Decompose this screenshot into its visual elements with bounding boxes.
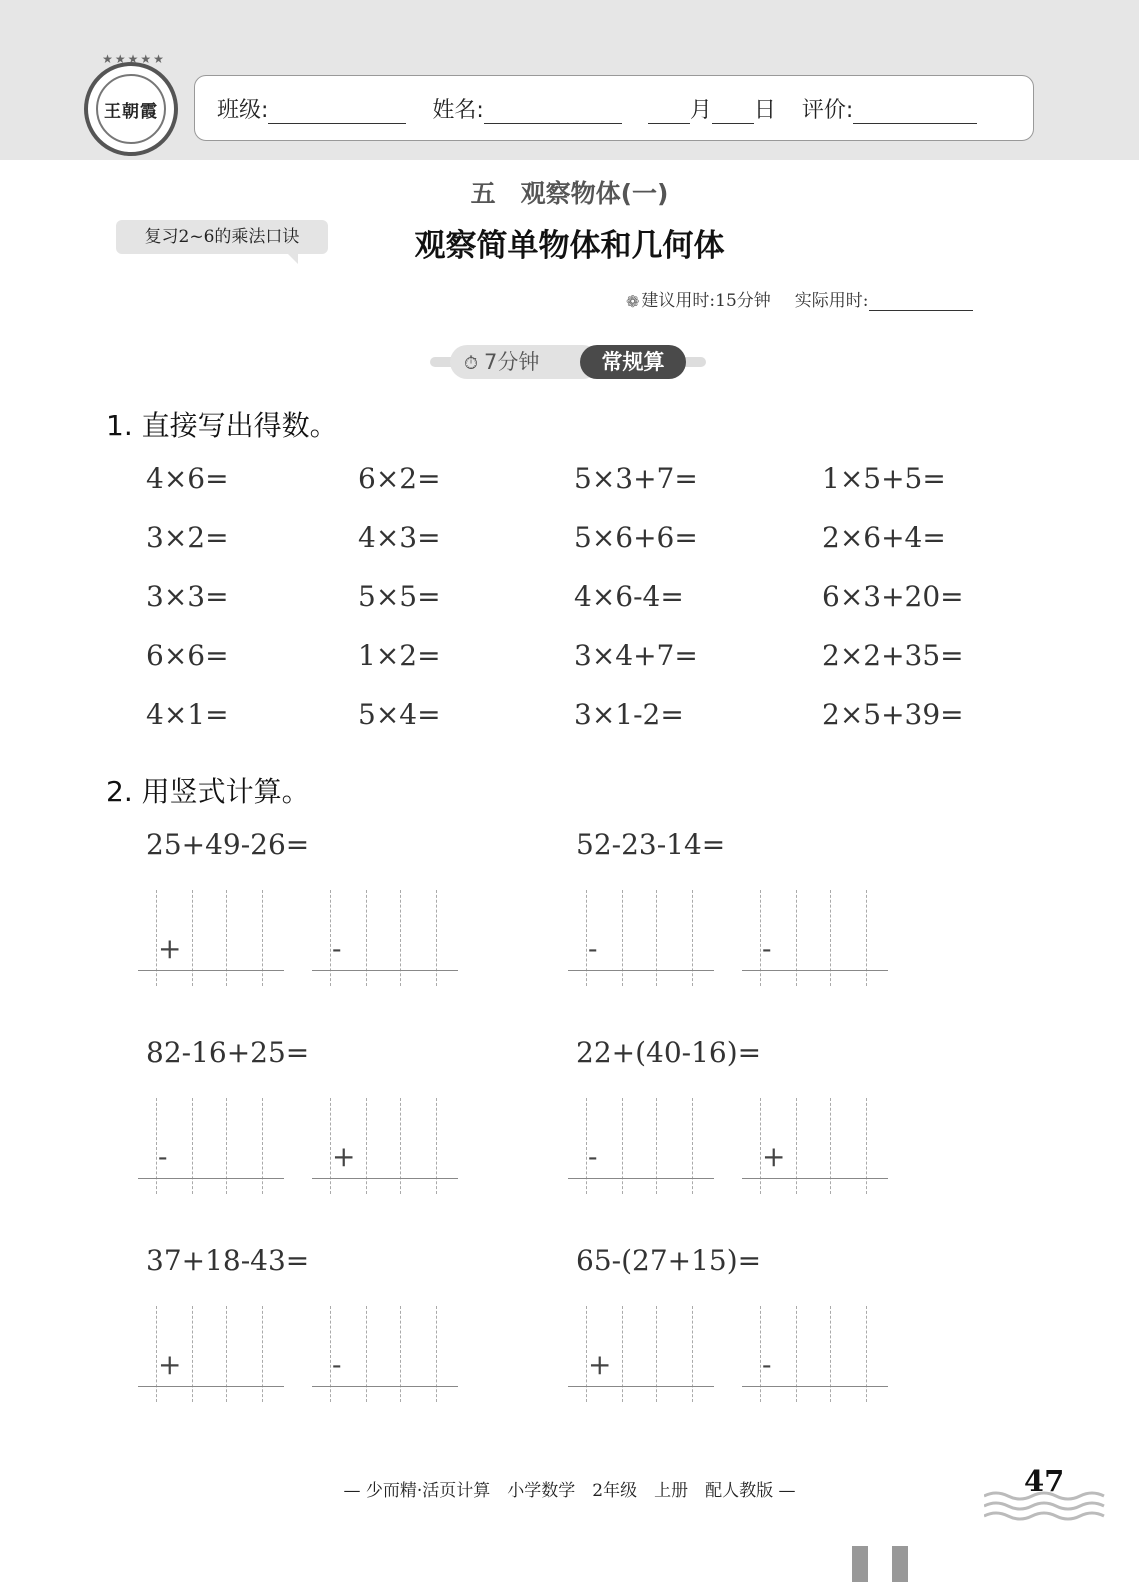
time-info — [626, 286, 973, 311]
day-field[interactable] — [712, 102, 754, 124]
q2-expression: 37+18-43= — [146, 1244, 310, 1277]
rating-field[interactable] — [853, 102, 977, 124]
stopwatch-icon: ⏱ — [464, 353, 479, 374]
q1-equation: 4×1= — [146, 698, 229, 731]
vertical-calc-grid[interactable] — [568, 1098, 714, 1194]
publisher-logo — [84, 52, 178, 156]
month-field[interactable] — [648, 102, 690, 124]
operator-sign: + — [762, 1140, 786, 1173]
q1-equation: 1×2= — [358, 639, 441, 672]
actual-time-field[interactable] — [869, 293, 973, 311]
vertical-calc-grid[interactable] — [568, 890, 714, 986]
q1-equation: 3×2= — [146, 521, 229, 554]
q2-expression: 25+49-26= — [146, 828, 310, 861]
q1-equation: 5×5= — [358, 580, 441, 613]
student-info-box — [194, 75, 1034, 141]
unit-title: 五 观察物体(一) — [470, 179, 669, 208]
q1-equation: 5×4= — [358, 698, 441, 731]
vertical-calc-grid[interactable] — [742, 1098, 888, 1194]
vertical-calc-grid[interactable] — [312, 890, 458, 986]
section-tag: 常规算 — [580, 345, 686, 379]
operator-sign: - — [762, 1348, 772, 1381]
vertical-calc-grid[interactable] — [312, 1306, 458, 1402]
q1-equation: 6×2= — [358, 462, 441, 495]
q1-equation: 4×6= — [146, 462, 229, 495]
operator-sign: - — [762, 932, 772, 965]
q2-heading: 2. 用竖式计算。 — [106, 775, 310, 808]
actual-time-label: 实际用时: — [794, 291, 869, 311]
q2-expression: 82-16+25= — [146, 1036, 310, 1069]
vertical-calc-grid[interactable] — [138, 890, 284, 986]
operator-sign: + — [158, 932, 182, 965]
vertical-calc-grid[interactable] — [138, 1098, 284, 1194]
q1-equation: 3×3= — [146, 580, 229, 613]
operator-sign: + — [332, 1140, 356, 1173]
section-duration: 7分钟 — [484, 350, 540, 374]
q1-equation: 2×5+39= — [822, 698, 964, 731]
vertical-calc-grid[interactable] — [312, 1098, 458, 1194]
operator-sign: - — [588, 1140, 598, 1173]
operator-sign: - — [332, 1348, 342, 1381]
page-number: 47 — [1024, 1464, 1065, 1498]
rating-label: 评价: — [801, 97, 854, 123]
stars-icon: ★★★★★ — [102, 52, 166, 66]
lesson-title: 观察简单物体和几何体 — [414, 228, 725, 264]
suggested-time: 建议用时:15分钟 — [641, 291, 771, 311]
footer-text: — 少而精·活页计算 小学数学 2年级 上册 配人教版 — — [343, 1481, 796, 1501]
waves-icon — [984, 1488, 1124, 1528]
month-label: 月 — [689, 97, 712, 123]
class-field[interactable] — [268, 102, 406, 124]
vertical-calc-grid[interactable] — [742, 890, 888, 986]
name-field[interactable] — [484, 102, 622, 124]
q1-equation: 5×6+6= — [574, 521, 698, 554]
operator-sign: - — [158, 1140, 168, 1173]
q1-equation: 3×4+7= — [574, 639, 698, 672]
q1-equation: 6×3+20= — [822, 580, 964, 613]
name-label: 姓名: — [432, 97, 484, 123]
q1-equation: 1×5+5= — [822, 462, 946, 495]
class-label: 班级: — [217, 97, 269, 123]
vertical-calc-grid[interactable] — [568, 1306, 714, 1402]
section-banner — [430, 345, 706, 379]
day-label: 日 — [753, 97, 776, 123]
vertical-calc-grid[interactable] — [138, 1306, 284, 1402]
operator-sign: - — [332, 932, 342, 965]
review-tag: 复习2~6的乘法口诀 — [116, 220, 328, 254]
q1-equation: 5×3+7= — [574, 462, 698, 495]
q1-heading: 1. 直接写出得数。 — [106, 409, 338, 442]
logo-text: 王朝霞 — [104, 101, 158, 122]
q1-equation: 6×6= — [146, 639, 229, 672]
vertical-calc-grid[interactable] — [742, 1306, 888, 1402]
operator-sign: - — [588, 932, 598, 965]
gear-icon: ❁ — [626, 292, 640, 311]
operator-sign: + — [588, 1348, 612, 1381]
q2-expression: 22+(40-16)= — [576, 1036, 762, 1069]
operator-sign: + — [158, 1348, 182, 1381]
q2-expression: 65-(27+15)= — [576, 1244, 762, 1277]
q1-equation: 4×3= — [358, 521, 441, 554]
q1-equation: 2×6+4= — [822, 521, 946, 554]
q1-equation: 2×2+35= — [822, 639, 964, 672]
q2-expression: 52-23-14= — [576, 828, 726, 861]
q1-equation: 4×6-4= — [574, 580, 684, 613]
q1-equation: 3×1-2= — [574, 698, 684, 731]
